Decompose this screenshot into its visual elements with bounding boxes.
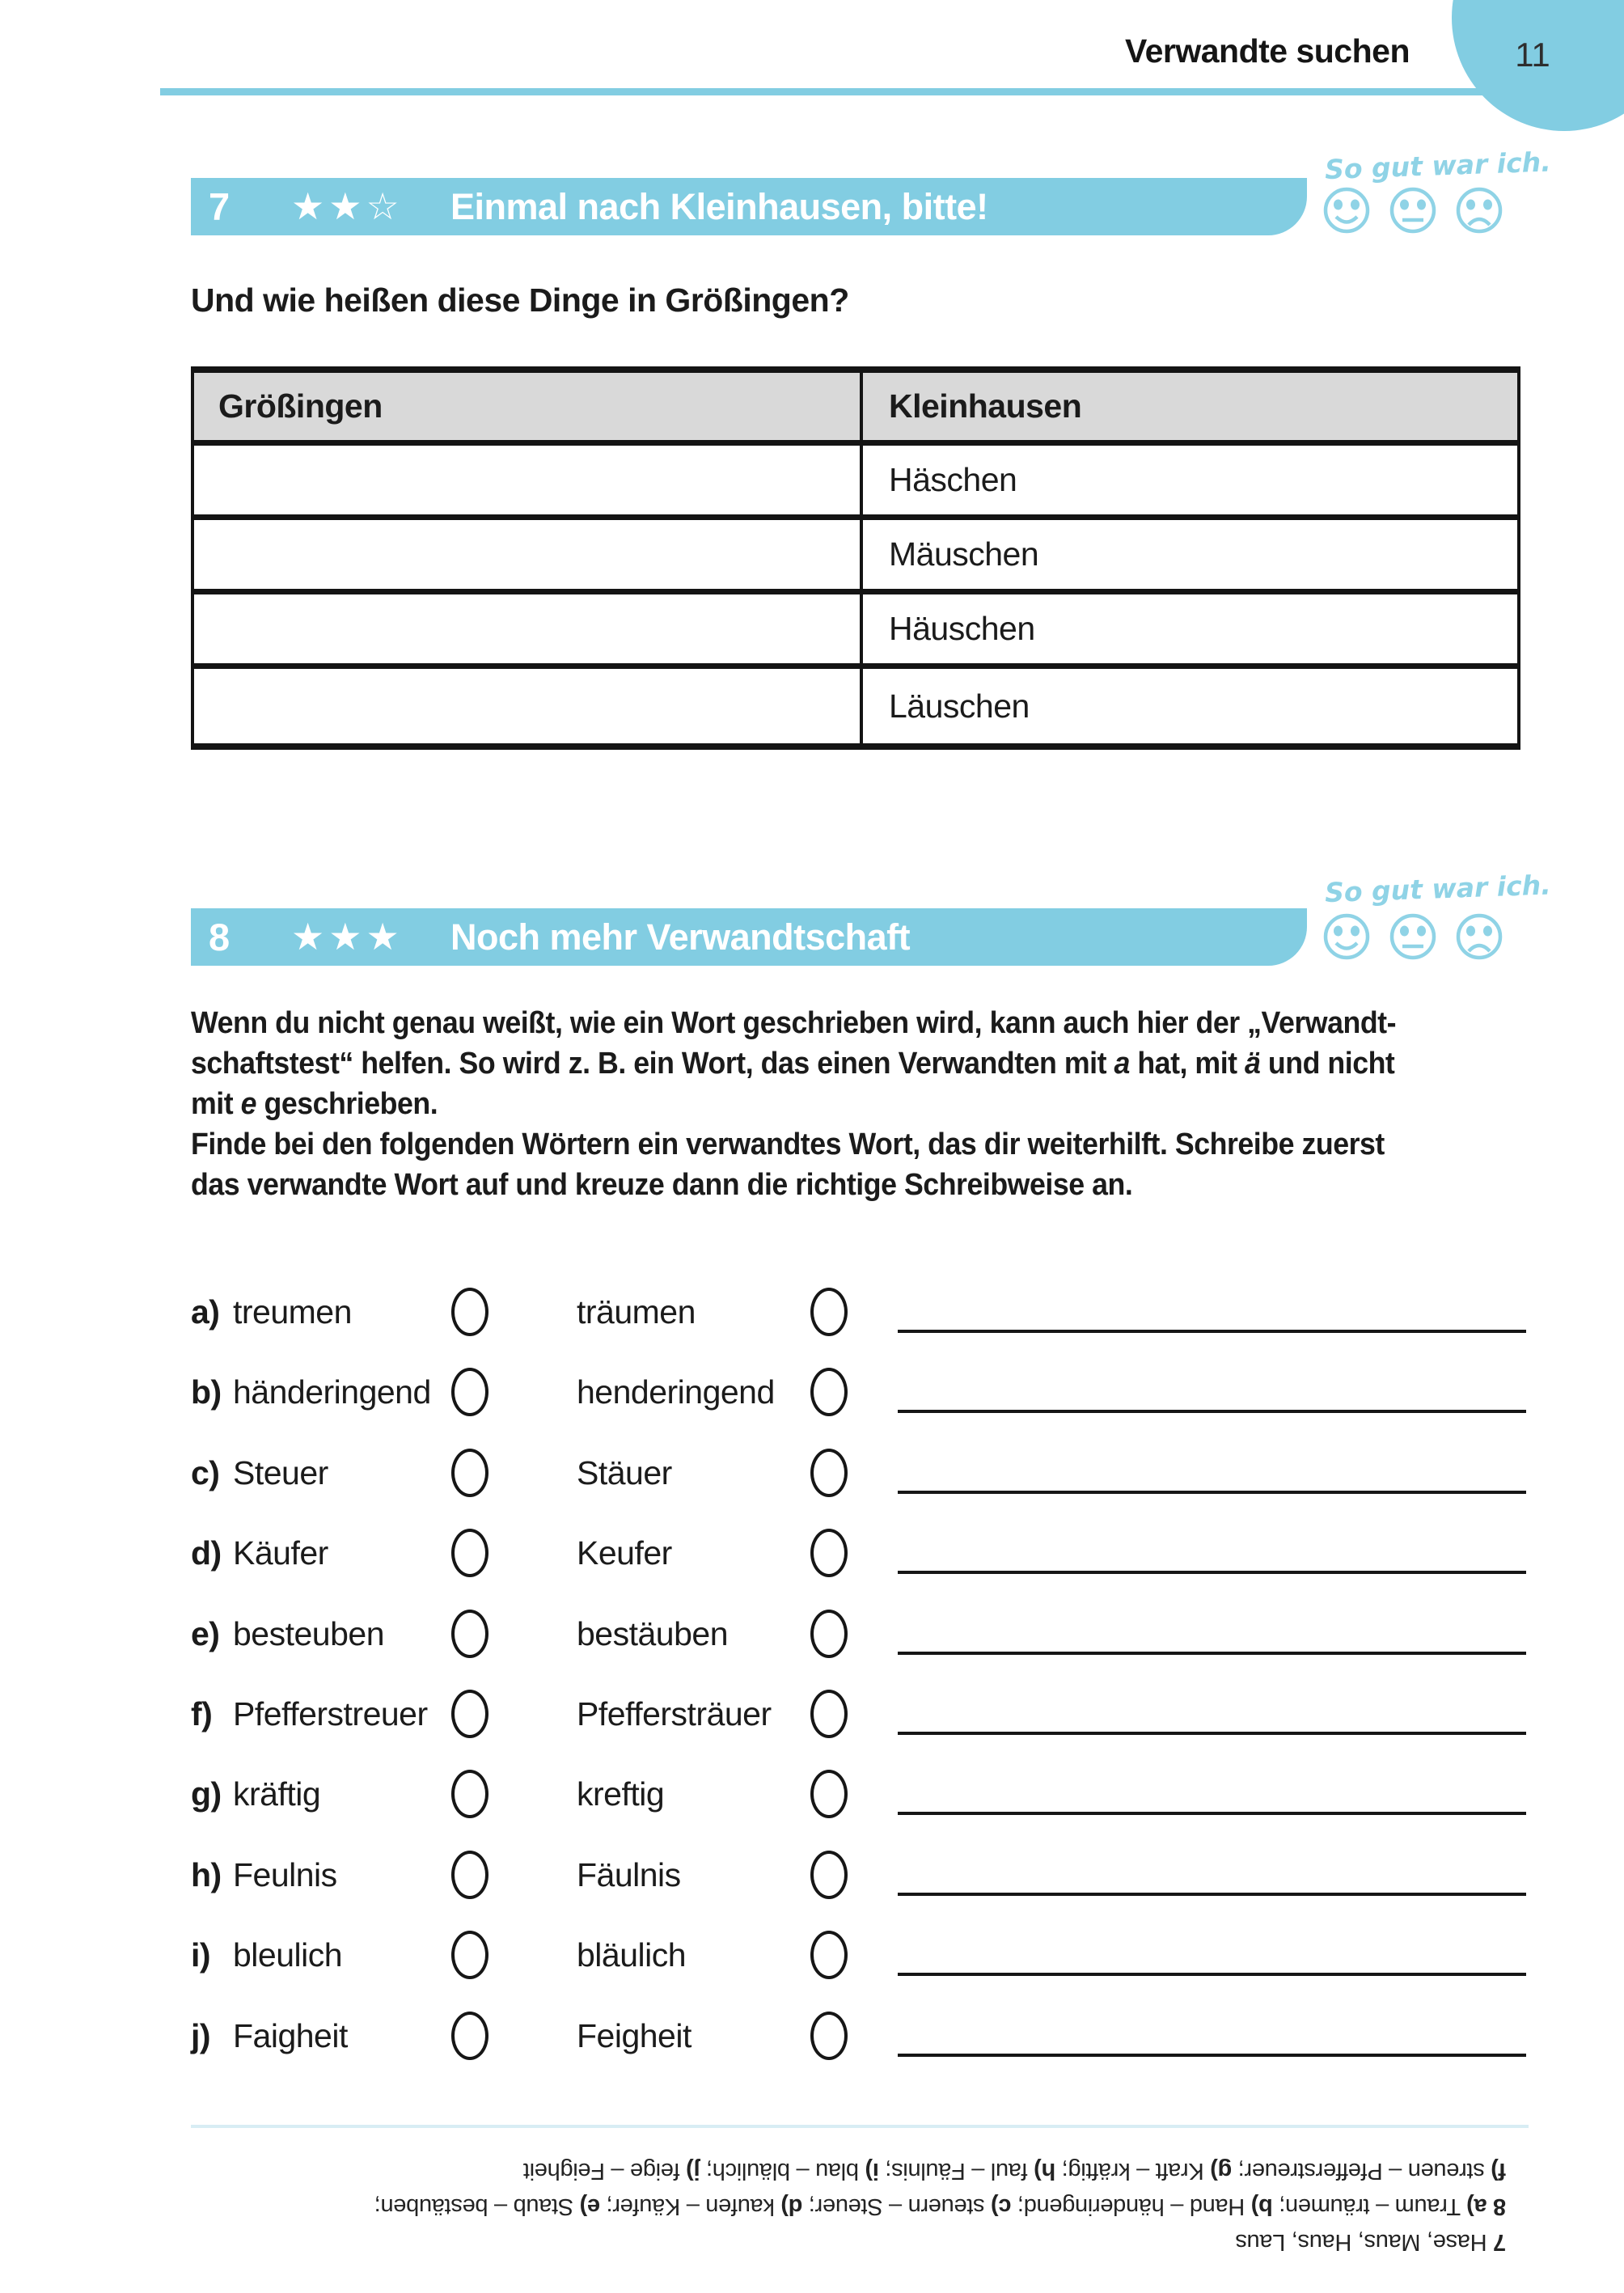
text-run: geschrieben. [256, 1087, 438, 1121]
word-option-1: Feulnis [233, 1856, 337, 1893]
answer-write-line[interactable] [898, 1571, 1526, 1574]
text-run: j) [686, 2158, 700, 2184]
word-choice-row [191, 1674, 1526, 1754]
text-run: und nicht [1260, 1047, 1395, 1081]
item-label: i) [191, 1936, 211, 1974]
rating-caption-7: So gut war ich. [1324, 146, 1552, 186]
item-label: b) [191, 1373, 222, 1411]
radio-circle-1[interactable] [451, 1770, 488, 1818]
word-choice-row [191, 1835, 1526, 1915]
rating-caption-8: So gut war ich. [1324, 869, 1552, 909]
text-run: mit [191, 1087, 241, 1121]
page-header-title: Verwandte suchen [1124, 32, 1410, 70]
word-option-1: treumen [233, 1293, 352, 1331]
word-option-2: träumen [577, 1293, 696, 1331]
answer-key-line [374, 2153, 1506, 2189]
intro-line [191, 1003, 1499, 1043]
answer-key-line [374, 2189, 1506, 2224]
text-run: das verwandte Wort auf und kreuze dann die richtige Schreibweise an. [191, 1168, 1133, 1202]
smiley-neutral-icon[interactable] [1392, 916, 1434, 958]
word-option-1: Pfefferstreuer [233, 1695, 428, 1732]
radio-circle-2[interactable] [810, 2012, 848, 2060]
text-run: schaftstest“ helfen. So wird z. B. ein Wort, das einen Verwandten mit [191, 1047, 1114, 1081]
intro-line [191, 1084, 1499, 1124]
table-header-groessingen: Größingen [194, 373, 863, 440]
word-option-1: Käufer [233, 1534, 328, 1572]
radio-circle-2[interactable] [810, 1770, 848, 1818]
text-run: steuern – Steuer; [802, 2194, 992, 2219]
text-run: b) [1250, 2194, 1273, 2219]
word-choice-row [191, 1513, 1526, 1593]
word-choice-row [191, 1915, 1526, 1995]
text-run: c) [991, 2194, 1012, 2219]
table-write-in-cell[interactable] [194, 594, 863, 663]
text-run: Traum – träumen; [1272, 2194, 1467, 2219]
item-label: f) [191, 1695, 213, 1732]
text-run: Kraft – kräftig; [1055, 2158, 1211, 2184]
table-word-cell: Häschen [889, 461, 1017, 498]
table-row [194, 446, 1517, 520]
radio-circle-2[interactable] [810, 1931, 848, 1979]
text-run: ä [1245, 1047, 1261, 1081]
smiley-happy-icon[interactable] [1326, 189, 1368, 231]
exercise-7-number: 7 [209, 185, 230, 228]
word-choice-row [191, 1754, 1526, 1834]
item-label: d) [191, 1534, 222, 1572]
text-run: 8 a) [1466, 2194, 1506, 2219]
word-option-2: Stäuer [577, 1454, 672, 1491]
exercise-7-instruction: Und wie heißen diese Dinge in Größingen? [191, 281, 849, 319]
answer-key-line [374, 2224, 1506, 2260]
text-run: blau – bläulich; [700, 2158, 865, 2184]
word-option-2: bläulich [577, 1936, 687, 1974]
radio-circle-2[interactable] [810, 1851, 848, 1899]
text-run: h) [1034, 2158, 1056, 2184]
answer-write-line[interactable] [898, 1812, 1526, 1815]
item-label: e) [191, 1615, 220, 1652]
word-option-2: bestäuben [577, 1615, 729, 1652]
table-write-in-cell[interactable] [194, 446, 863, 514]
radio-circle-1[interactable] [451, 1529, 488, 1577]
radio-circle-1[interactable] [451, 1690, 488, 1738]
page-number: 11 [1515, 36, 1550, 74]
table-row [194, 669, 1517, 743]
footer-rule [191, 2125, 1529, 2128]
table-row [194, 594, 1517, 669]
radio-circle-2[interactable] [810, 1610, 848, 1658]
smiley-sad-icon[interactable] [1458, 916, 1500, 958]
table-write-in-cell[interactable] [194, 669, 863, 743]
item-label: a) [191, 1293, 220, 1331]
word-option-2: kreftig [577, 1775, 665, 1813]
text-run: f) [1491, 2158, 1506, 2184]
exercise-8-bar [191, 908, 1307, 966]
text-run: e) [579, 2194, 600, 2219]
word-choice-row [191, 1996, 1526, 2076]
header-rule [160, 88, 1624, 95]
text-run: g) [1210, 2158, 1233, 2184]
answer-write-line[interactable] [898, 1330, 1526, 1333]
answer-write-line[interactable] [898, 1973, 1526, 1976]
word-option-2: henderingend [577, 1373, 775, 1411]
radio-circle-1[interactable] [451, 1288, 488, 1336]
text-run: Wenn du nicht genau weißt, wie ein Wort geschrieben wird, kann auch hier der „Verwandt- [191, 1006, 1397, 1040]
rating-smileys-7 [1323, 184, 1504, 236]
answer-write-line[interactable] [898, 1491, 1526, 1494]
difficulty-stars-icon: ★★★ [291, 915, 404, 958]
text-run: Hand – händeringend; [1011, 2194, 1251, 2219]
table-write-in-cell[interactable] [194, 520, 863, 589]
word-choice-row [191, 1272, 1526, 1352]
radio-circle-2[interactable] [810, 1449, 848, 1497]
page-number-badge [1452, 0, 1624, 131]
text-run: feige – Feigheit [523, 2158, 687, 2184]
word-option-2: Keufer [577, 1534, 672, 1572]
word-choice-row [191, 1594, 1526, 1674]
word-option-1: Faigheit [233, 2017, 348, 2054]
table-row [194, 520, 1517, 594]
word-option-1: Steuer [233, 1454, 328, 1491]
table-word-cell: Läuschen [889, 687, 1030, 725]
word-option-1: bleulich [233, 1936, 343, 1974]
table-header-kleinhausen: Kleinhausen [889, 387, 1082, 425]
intro-line [191, 1043, 1499, 1084]
radio-circle-1[interactable] [451, 1368, 488, 1416]
intro-line [191, 1124, 1499, 1165]
word-option-2: Pfeffersträuer [577, 1695, 772, 1732]
word-option-1: besteuben [233, 1615, 385, 1652]
exercise-8-intro [191, 1003, 1582, 1205]
word-option-2: Feigheit [577, 2017, 691, 2054]
text-run: hat, mit [1129, 1047, 1245, 1081]
radio-circle-1[interactable] [451, 2012, 488, 2060]
text-run: streuen – Pfefferstreuer; [1232, 2158, 1491, 2184]
table-header-row [194, 373, 1517, 446]
text-run: d) [780, 2194, 803, 2219]
smiley-sad-icon[interactable] [1458, 189, 1500, 231]
text-run: Staub – bestäuben; [374, 2194, 580, 2219]
text-run: i) [865, 2158, 879, 2184]
difficulty-stars-icon: ★★☆ [291, 184, 404, 228]
smiley-neutral-icon[interactable] [1392, 189, 1434, 231]
radio-circle-1[interactable] [451, 1449, 488, 1497]
text-run: Finde bei den folgenden Wörtern ein verwandtes Wort, das dir weiterhilft. Schreibe zuerst [191, 1127, 1385, 1161]
answer-write-line[interactable] [898, 1893, 1526, 1896]
answer-write-line[interactable] [898, 2054, 1526, 2057]
word-option-1: kräftig [233, 1775, 321, 1813]
vocab-table [191, 366, 1520, 750]
text-run: e [240, 1087, 257, 1121]
radio-circle-2[interactable] [810, 1288, 848, 1336]
radio-circle-1[interactable] [451, 1851, 488, 1899]
rating-smileys-8 [1323, 911, 1504, 962]
table-word-cell: Mäuschen [889, 535, 1039, 573]
text-run: faul – Fäulnis; [878, 2158, 1034, 2184]
radio-circle-2[interactable] [810, 1368, 848, 1416]
text-run: 7 [1493, 2229, 1506, 2255]
answer-key-upside-down [374, 2153, 1506, 2260]
exercise-8-number: 8 [209, 916, 230, 958]
word-choice-row [191, 1352, 1526, 1432]
word-option-2: Fäulnis [577, 1856, 681, 1893]
answer-write-line[interactable] [898, 1410, 1526, 1413]
text-run: Hase, Maus, Haus, Laus [1235, 2229, 1494, 2255]
text-run: kaufen – Käufer; [599, 2194, 781, 2219]
radio-circle-2[interactable] [810, 1690, 848, 1738]
radio-circle-2[interactable] [810, 1529, 848, 1577]
smiley-happy-icon[interactable] [1326, 916, 1368, 958]
text-run: a [1114, 1047, 1130, 1081]
exercise-7-bar [191, 178, 1307, 235]
item-label: h) [191, 1856, 222, 1893]
item-label: j) [191, 2017, 211, 2054]
intro-line [191, 1165, 1499, 1205]
word-choice-row [191, 1433, 1526, 1513]
word-option-1: händeringend [233, 1373, 431, 1411]
answer-write-line[interactable] [898, 1652, 1526, 1655]
exercise-8-title: Noch mehr Verwandtschaft [450, 916, 911, 958]
exercise-7-title: Einmal nach Kleinhausen, bitte! [450, 186, 988, 227]
item-label: c) [191, 1454, 220, 1491]
radio-circle-1[interactable] [451, 1610, 488, 1658]
item-label: g) [191, 1775, 222, 1813]
table-word-cell: Häuschen [889, 610, 1035, 647]
radio-circle-1[interactable] [451, 1931, 488, 1979]
answer-write-line[interactable] [898, 1732, 1526, 1735]
